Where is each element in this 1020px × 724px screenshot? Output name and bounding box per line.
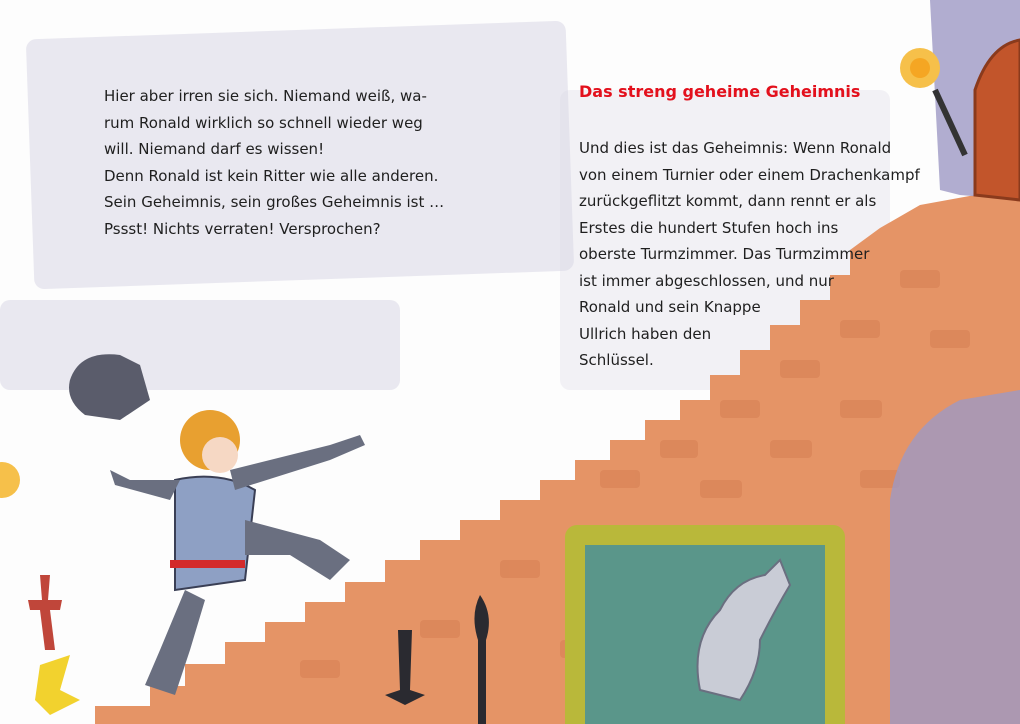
text-line: zurückgeflitzt kommt, dann rennt er als [579, 192, 877, 210]
helmet-icon [69, 354, 150, 420]
text-line: Denn Ronald ist kein Ritter wie alle anderen. [104, 166, 439, 185]
text-line: Ullrich haben den [579, 324, 712, 343]
text-line: Pssst! Nichts verraten! Versprochen? [104, 219, 381, 238]
right-text-column [579, 135, 920, 374]
text-line: Erstes die hundert Stufen hoch ins [579, 218, 839, 237]
text-line: Hier aber irren sie sich. Niemand weiß, wa- [104, 87, 427, 105]
lamp-left-icon [0, 462, 20, 498]
text-line: oberste Turmzimmer. Das Turmzimmer [579, 245, 870, 263]
text-line: Schlüssel. [579, 351, 654, 369]
text-line: Und dies ist das Geheimnis: Wenn Ronald [579, 139, 892, 157]
dagger-icon [28, 575, 62, 650]
left-text-column [104, 83, 444, 242]
text-line: von einem Turnier oder einem Drachenkampf [579, 165, 920, 184]
chapter-heading: Das streng geheime Geheimnis [579, 82, 861, 101]
horse-painting-icon [565, 525, 845, 724]
text-line: will. Niemand darf es wissen! [104, 140, 325, 158]
text-line: ist immer abgeschlossen, und nur [579, 271, 834, 290]
text-line: Ronald und sein Knappe [579, 298, 761, 316]
text-line: Sein Geheimnis, sein großes Geheimnis ist … [104, 193, 445, 211]
flower-icon [35, 655, 80, 715]
text-line: rum Ronald wirklich so schnell wieder weg [104, 113, 423, 132]
